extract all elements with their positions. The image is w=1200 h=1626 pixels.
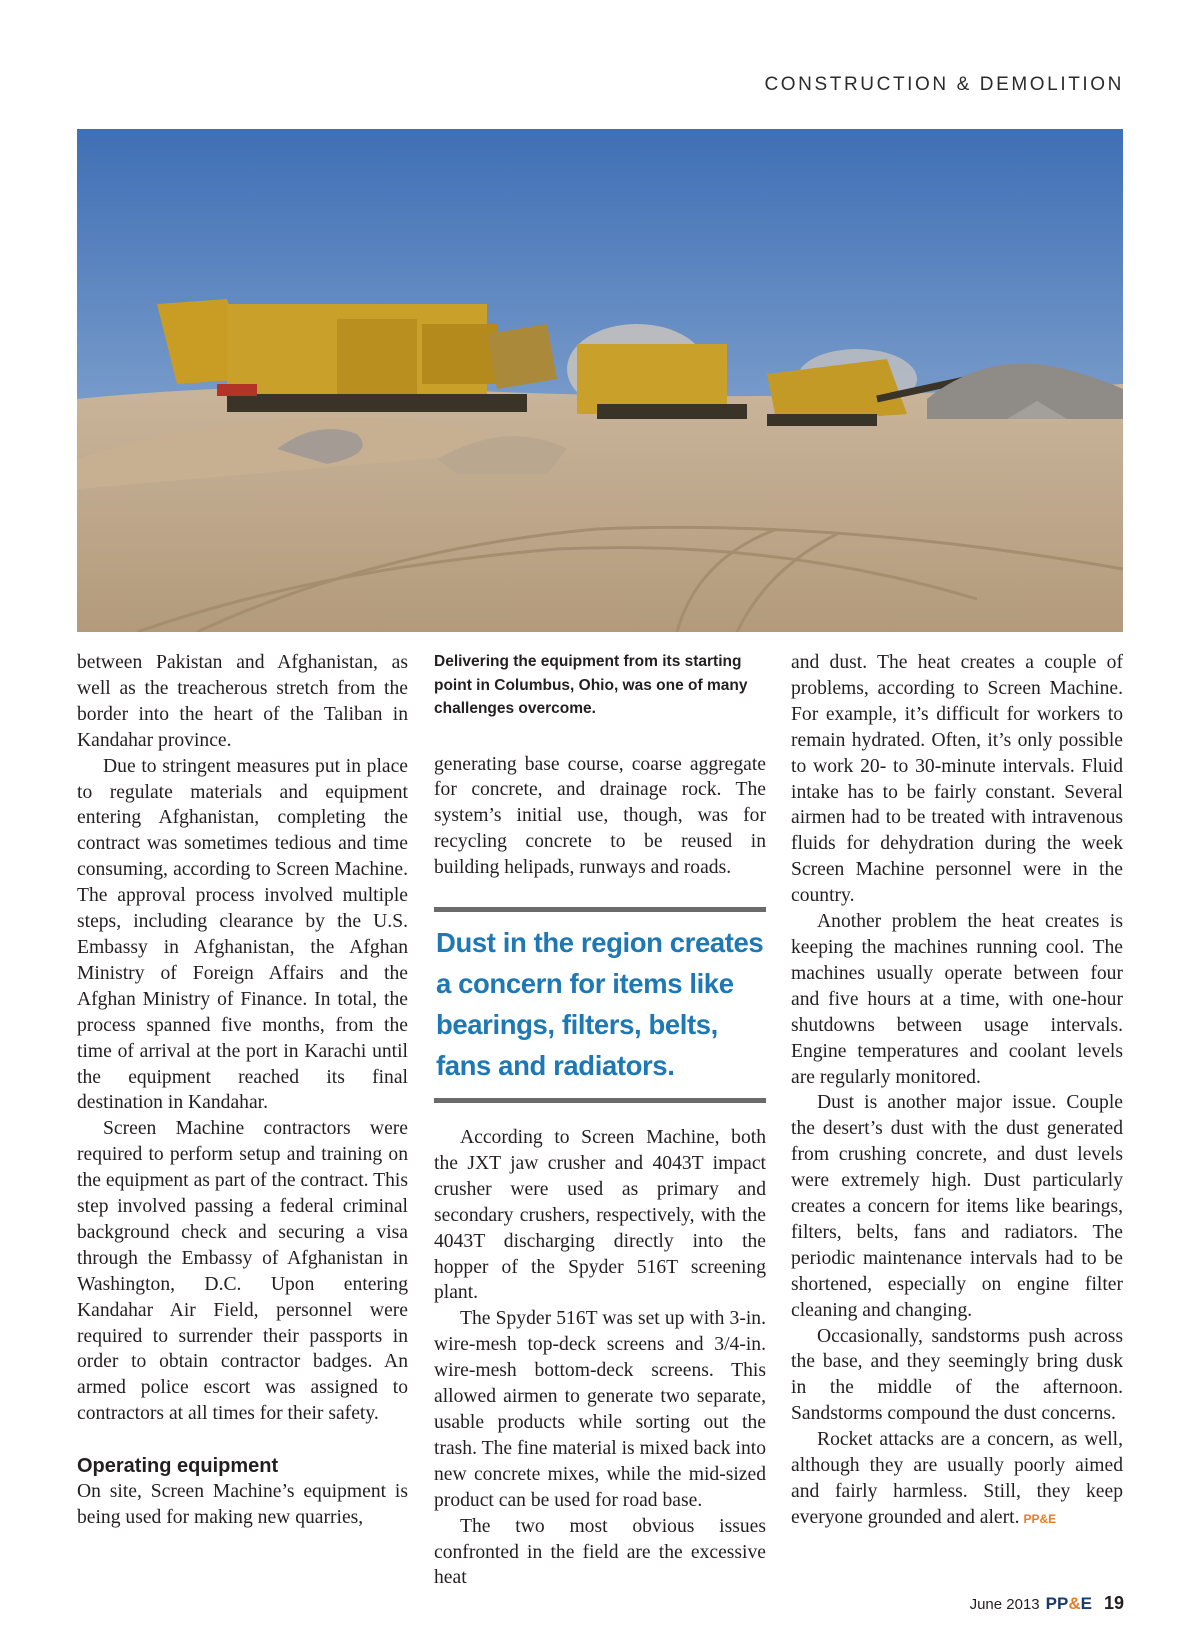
subheading: Operating equipment	[77, 1455, 279, 1478]
paragraph: Another problem the heat creates is keeping the machines running cool. The machines usually operate between four and five hours at a time, with one-hour shutdowns between usage intervals. Engine temperatures and coolant levels are regularly monitored.	[791, 911, 1123, 1088]
paragraph: and dust. The heat creates a couple of problems, according to Screen Machine. For example, it’s difficult for workers to remain hydrated. Often, it’s only possible to work 20- to 30-minute intervals. Fluid intake has to be fairly constant. Several airmen had to be treated with intravenous fluids for dehydration during the week Screen Machine personnel were in the country.	[791, 652, 1123, 907]
page-footer	[970, 1593, 1124, 1614]
paragraph: Screen Machine contractors were required to perform setup and training on the equipment as part of the contract. This step involved passing a federal criminal background check and securing a visa through the Embassy of Afghanistan in Washington, D.C. Upon entering Kandahar Air Field, personnel were required to surrender their passports in order to obtain contractor badges. An armed police escort was assigned to contractors at all times for their safety.	[77, 1118, 408, 1425]
issue-date: June 2013	[969, 1596, 1040, 1613]
column-2	[434, 650, 766, 1591]
paragraph: On site, Screen Machine’s equipment is being used for making new quarries,	[77, 1481, 408, 1529]
paragraph: Occasionally, sandstorms push across the base, and they seemingly bring dusk in the middle of the afternoon. Sandstorms compound the dust concerns.	[791, 1325, 1123, 1425]
photo-caption: Delivering the equipment from its starting point in Columbus, Ohio, was one of many challenges overcome.	[434, 653, 748, 717]
section-label: CONSTRUCTION & DEMOLITION	[764, 74, 1124, 95]
paragraph: generating base course, coarse aggregate for concrete, and drainage rock. The system’s initial use, though, was for recycling concrete to be reused in building helipads, runways and roads.	[434, 753, 766, 879]
page-number: 19	[1103, 1593, 1124, 1613]
magazine-name-amp: &	[1068, 1594, 1081, 1613]
paragraph-text: Rocket attacks are a concern, as well, although they are usually poorly aimed and fairly harmless. Still, they keep everyone grounded and alert.	[791, 1429, 1123, 1528]
pull-quote: Dust in the region creates a concern for items like bearings, filters, belts, fans and radiators.	[434, 907, 766, 1103]
end-mark: PP&E	[1023, 1511, 1057, 1526]
magazine-name	[1046, 1594, 1092, 1614]
paragraph: The two most obvious issues confronted in the field are the excessive heat	[434, 1515, 766, 1589]
equipment-photo	[77, 129, 1123, 632]
paragraph: Dust is another major issue. Couple the desert’s dust with the dust generated from crushing concrete, and dust levels were extremely high. Dust particularly creates a concern for items like bearings, filters, belts, fans and radiators. The periodic maintenance intervals had to be shortened, especially on engine filter cleaning and changing.	[791, 1092, 1123, 1321]
paragraph: The Spyder 516T was set up with 3-in. wire-mesh top-deck screens and 3/4-in. wire-mesh bottom-deck screens. This allowed airmen to generate two separate, usable products while sorting out the trash. The fine material is mixed back into new concrete mixes, while the mid-sized product can be used for road base.	[434, 1308, 766, 1511]
column-1	[77, 650, 408, 1531]
column-3	[791, 650, 1123, 1533]
magazine-name-part: PP	[1045, 1594, 1069, 1613]
magazine-name-part: E	[1080, 1594, 1092, 1613]
paragraph: between Pakistan and Afghanistan, as well as the treacherous stretch from the border into the heart of the Taliban in Kandahar province.	[77, 652, 408, 751]
paragraph	[791, 1427, 1123, 1533]
paragraph: Due to stringent measures put in place to regulate materials and equipment entering Afghanistan, completing the contract was sometimes tedious and time consuming, according to Screen Machine. The approval process involved multiple steps, including clearance by the U.S. Embassy in Afghanistan, the Afghan Ministry of Foreign Affairs and the Afghan Ministry of Finance. In total, the process spanned five months, from the time of arrival at the port in Karachi until the equipment reached its final destination in Kandahar.	[77, 755, 408, 1114]
paragraph: According to Screen Machine, both the JXT jaw crusher and 4043T impact crusher were used as primary and secondary crushers, respectively, with the 4043T discharging directly into the hopper of the Spyder 516T screening plant.	[434, 1127, 766, 1304]
